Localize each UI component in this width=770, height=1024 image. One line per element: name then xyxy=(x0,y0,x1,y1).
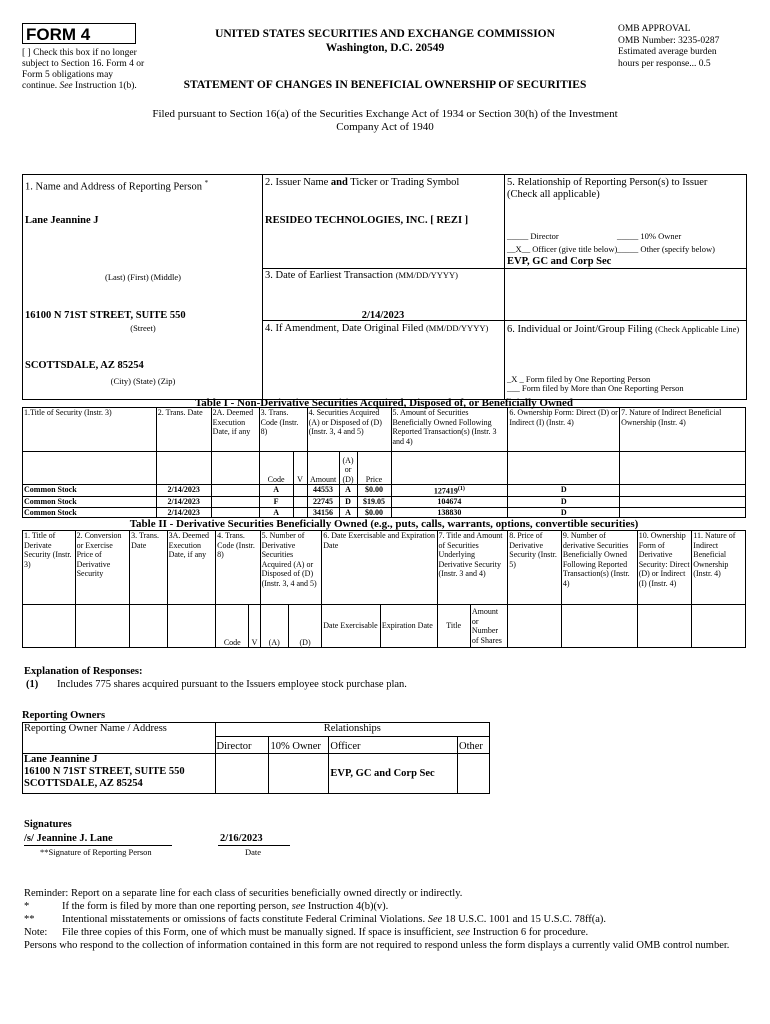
box1-label: 1. Name and Address of Reporting Person * xyxy=(25,179,209,193)
t2-sub-title: Title xyxy=(437,605,470,648)
explanation-heading: Explanation of Responses: xyxy=(24,666,143,677)
t2-h-price: 8. Price of Derivative Security (Instr. 5) xyxy=(508,531,562,605)
reporting-owners-heading: Reporting Owners xyxy=(22,710,106,721)
t2-sub-date-ex: Date Exercisable xyxy=(322,605,381,648)
t2-sub-a: (A) xyxy=(260,605,288,648)
box-divider-h1 xyxy=(262,268,746,269)
table2-title: Table II - Derivative Securities Beneficially Owned (e.g., puts, calls, warrants, options, convertible securities) xyxy=(129,518,639,530)
reminder: Reminder: Report on a separate line for each class of securities beneficially owned directly or indirectly. xyxy=(24,888,463,899)
table1-title: Table I - Non-Derivative Securities Acquired, Disposed of, or Beneficially Owned xyxy=(194,397,574,409)
signature: /s/ Jeannine J. Lane xyxy=(24,833,113,844)
issuer-name: RESIDEO TECHNOLOGIES, INC. [ REZI ] xyxy=(265,215,469,226)
box-border-left xyxy=(22,174,23,400)
agency-header xyxy=(190,27,580,55)
box3-label: 3. Date of Earliest Transaction (MM/DD/YYYY) xyxy=(265,270,458,281)
statement-title: STATEMENT OF CHANGES IN BENEFICIAL OWNERSHIP OF SECURITIES xyxy=(183,79,587,91)
reporting-person-city: SCOTTSDALE, AZ 85254 xyxy=(25,360,144,371)
t2-h-deemed: 3A. Deemed Execution Date, if any xyxy=(167,531,216,605)
t1-h-code: 3. Trans. Code (Instr. 8) xyxy=(259,408,307,452)
name-parts-label: (Last) (First) (Middle) xyxy=(104,272,181,282)
date-line xyxy=(218,845,290,846)
rel-officer: __X__ Officer (give title below) xyxy=(507,244,618,254)
ro-col-other: Other xyxy=(458,737,490,754)
t1-h-nature: 7. Nature of Indirect Beneficial Ownership (Instr. 4) xyxy=(620,408,746,452)
earliest-transaction-date: 2/14/2023 xyxy=(361,310,405,321)
ro-col-10pct: 10% Owner xyxy=(269,737,329,754)
t1-sub-price: Price xyxy=(357,452,391,485)
star-note: If the form is filed by more than one reporting person, see Instruction 4(b)(v). xyxy=(62,901,389,912)
signatures-heading: Signatures xyxy=(24,819,72,830)
ro-col-officer: Officer xyxy=(329,737,458,754)
date-label: Date xyxy=(245,847,262,857)
footnote-number: (1) xyxy=(26,679,39,690)
footnote-text: Includes 775 shares acquired pursuant to the Issuers employee stock purchase plan. xyxy=(57,679,407,690)
t2-h-underlying: 7. Title and Amount of Securities Underlying Derivative Security (Instr. 3 and 4) xyxy=(437,531,508,605)
reporting-person-name: Lane Jeannine J xyxy=(25,215,99,226)
t1-h-securities: 4. Securities Acquired (A) or Disposed of (D) (Instr. 3, 4 and 5) xyxy=(307,408,391,452)
omb-disclaimer: Persons who respond to the collection of information contained in this form are not required to respond unless the form displays a currently valid OMB control number. xyxy=(24,940,730,951)
t2-sub-code: Code xyxy=(216,605,249,648)
t1-sub-ad: (A) or (D) xyxy=(339,452,357,485)
filing-option-one: _X _ Form filed by One Reporting Person xyxy=(507,374,651,384)
rel-director: _____ Director xyxy=(507,231,559,241)
signature-date: 2/16/2023 xyxy=(220,833,263,844)
signature-label: **Signature of Reporting Person xyxy=(40,847,152,857)
table-row: Lane Jeannine J 16100 N 71ST STREET, SUITE 550 SCOTTSDALE, AZ 85254 EVP, GC and Corp Sec xyxy=(23,754,490,794)
t1-h-title: 1.Title of Security (Instr. 3) xyxy=(23,408,157,452)
rel-10pct-owner: _____ 10% Owner xyxy=(617,231,682,241)
ro-col-relationships: Relationships xyxy=(215,723,489,737)
t2-sub-amount: Amount or Number of Shares xyxy=(470,605,507,648)
t2-h-form: 10. Ownership Form of Derivative Security: Direct (D) or Indirect (I) (Instr. 4) xyxy=(637,531,692,605)
t2-h-exercisable: 6. Date Exercisable and Expiration Date xyxy=(322,531,437,605)
rel-other: _____ Other (specify below) xyxy=(617,244,715,254)
agency-location: Washington, D.C. 20549 xyxy=(325,42,445,54)
filing-option-more: ___ Form filed by More than One Reporting Person xyxy=(507,383,684,393)
t1-h-form: 6. Ownership Form: Direct (D) or Indirect (I) (Instr. 4) xyxy=(508,408,620,452)
omb-approval: OMB APPROVAL OMB Number: 3235-0287 Estimated average burden hours per response... 0.5 xyxy=(618,24,720,69)
table1 xyxy=(22,407,746,518)
table-row: Common Stock 2/14/2023 F 22745 D $19.05 104674 D xyxy=(23,497,746,508)
form-title: FORM 4 xyxy=(22,23,136,44)
t1-sub-code: Code xyxy=(259,452,293,485)
t1-sub-amount: Amount xyxy=(307,452,339,485)
t2-sub-d: (D) xyxy=(288,605,321,648)
ro-col-name: Reporting Owner Name / Address xyxy=(23,723,216,737)
box-border-right xyxy=(746,174,747,400)
box6-label: 6. Individual or Joint/Group Filing (Check Applicable Line) xyxy=(507,324,740,335)
box5-label: 5. Relationship of Reporting Person(s) to Issuer (Check all applicable) xyxy=(507,177,708,200)
t1-h-deemed: 2A. Deemed Execution Date, if any xyxy=(211,408,259,452)
table-row: Common Stock 2/14/2023 A 34156 A $0.00 138830 D xyxy=(23,507,746,518)
t2-h-title: 1. Title of Derivate Security (Instr. 3) xyxy=(23,531,76,605)
t2-h-nature: 11. Nature of Indirect Beneficial Ownership (Instr. 4) xyxy=(692,531,746,605)
filed-pursuant: Filed pursuant to Section 16(a) of the Securities Exchange Act of 1934 or Section 30(h) of the Investment Company Act of 1940 xyxy=(152,108,618,133)
reporting-person-street: 16100 N 71ST STREET, SUITE 550 xyxy=(25,310,186,321)
table2 xyxy=(22,530,746,648)
note-label: Note: xyxy=(24,927,48,938)
box-border-top xyxy=(22,174,746,175)
ro-officer-title: EVP, GC and Corp Sec xyxy=(329,754,458,794)
t2-h-number: 5. Number of Derivative Securities Acquired (A) or Disposed of (D) (Instr. 3, 4 and 5) xyxy=(260,531,322,605)
t2-h-conversion: 2. Conversion or Exercise Price of Derivative Security xyxy=(75,531,130,605)
box2-label: 2. Issuer Name and Ticker or Trading Symbol xyxy=(265,177,460,188)
t2-sub-v: V xyxy=(249,605,260,648)
table-row: Common Stock 2/14/2023 A 44553 A $0.00 127419$^{(1)}$ D xyxy=(23,485,746,497)
note-text: File three copies of this Form, one of which must be manually signed. If space is insufficient, see Instruction 6 for procedure. xyxy=(62,927,589,938)
box-divider-h3 xyxy=(504,320,746,321)
t2-sub-exp: Expiration Date xyxy=(380,605,437,648)
t2-h-date: 3. Trans. Date xyxy=(130,531,167,605)
box-divider-1 xyxy=(262,174,263,400)
ro-col-director: Director xyxy=(215,737,269,754)
street-label: (Street) xyxy=(130,323,156,333)
double-star-marker: ** xyxy=(24,914,35,925)
checkbox-notice: [ ] Check this box if no longer subject to Section 16. Form 4 or Form 5 obligations may continue. See Instruction 1(b). xyxy=(22,48,145,91)
t1-h-date: 2. Trans. Date xyxy=(156,408,211,452)
agency-name: UNITED STATES SECURITIES AND EXCHANGE COMMISSION xyxy=(215,28,555,40)
box4-label: 4. If Amendment, Date Original Filed (MM/DD/YYYY) xyxy=(265,323,489,334)
star-note-marker: * xyxy=(24,901,30,912)
double-star-note: Intentional misstatements or omissions of facts constitute Federal Criminal Violations. See 18 U.S.C. 1001 and 15 U.S.C. 78ff(a). xyxy=(62,914,607,925)
t2-h-owned: 9. Number of derivative Securities Beneficially Owned Following Reported Transaction(s) (Instr. 4) xyxy=(561,531,637,605)
box-divider-2 xyxy=(504,174,505,400)
city-label: (City) (State) (Zip) xyxy=(110,376,176,386)
signature-line xyxy=(24,845,172,846)
officer-title: EVP, GC and Corp Sec xyxy=(507,256,612,267)
reporting-owners-table xyxy=(22,722,490,794)
t1-sub-v: V xyxy=(293,452,307,485)
t2-h-code: 4. Trans. Code (Instr. 8) xyxy=(216,531,260,605)
t1-h-owned: 5. Amount of Securities Beneficially Owned Following Reported Transaction(s) (Instr. 3 and 4) xyxy=(391,408,508,452)
